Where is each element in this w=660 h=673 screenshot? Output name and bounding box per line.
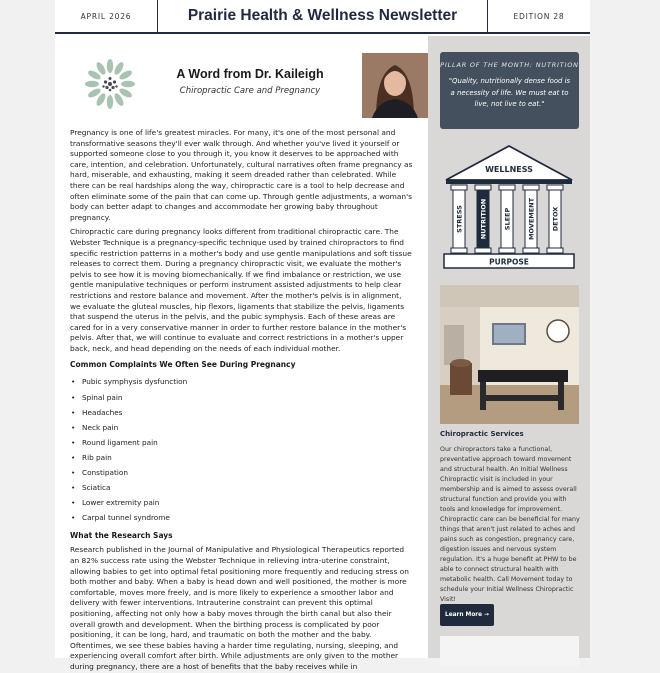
pillar-detox <box>547 185 563 253</box>
complaints-list <box>80 374 413 525</box>
pillar-label: SLEEP <box>503 207 512 231</box>
services-heading: Chiropractic Services <box>440 430 524 438</box>
pillar-label: STRESS <box>455 205 464 233</box>
newsletter-title: Prairie Health & Wellness Newsletter <box>157 0 488 32</box>
article-column <box>55 36 428 671</box>
wellness-temple-diagram <box>440 144 578 270</box>
webster-paragraph: Chiropractic care during pregnancy looks different from traditional chiropractic care. The Webster Technique is a pregnancy-specific technique used by trained chiropractors to find specific restriction patterns in a mother's body and use gentle manipulations and soft tissue releases to correct them. During a pregnancy chiropractic visit, we evaluate the mother's pelvis to see how it is moving biomechanically. If we find imbalance or restriction, we use gentle manipulative techniques or perform instrument assisted adjustments to help clear restrictions and restore balance and movement. After the mother's pelvis is in alignment, we evaluate the gluteal muscles, hip flexors, ligaments that stabilize the pelvis, ligaments that suspend the uterus in the pelvis, and the pubic symphysis. Each of these areas are cared for in a very conservative manner in order to further restore balance in the mother's pelvis. After that, we will continue to evaluate and correct restrictions in a mother's upper back, neck, and head depending on the needs of each individual mother. <box>70 227 412 353</box>
research-heading: What the Research Says <box>70 531 173 541</box>
list-item: • Lower extremity pain <box>80 495 413 510</box>
article-subtitle: Chiropractic Care and Pregnancy <box>179 86 321 96</box>
pillar-movement <box>523 185 539 253</box>
list-item: • Constipation <box>80 465 413 480</box>
list-item: • Round ligament pain <box>80 435 413 450</box>
pillar-stress <box>451 185 467 253</box>
masthead <box>55 0 590 34</box>
list-item: • Carpal tunnel syndrome <box>80 510 413 525</box>
pillar-label: MOVEMENT <box>527 197 536 241</box>
list-item: • Sciatica <box>80 480 413 495</box>
pillar-sleep <box>499 185 515 253</box>
pillar-label: DETOX <box>551 206 560 232</box>
list-item: • Headaches <box>80 405 413 420</box>
list-item: • Spinal pain <box>80 390 413 405</box>
list-item: • Pubic symphysis dysfunction <box>80 374 413 389</box>
pillar-nutrition <box>475 185 491 253</box>
services-text: Our chiropractors take a functional, preventative approach toward movement and structural health. An Initial Wellness Chiropractic visit is included in your membership and is aimed to assess overall structural function and provide you with tools and knowledge for improvement. Chiropractic care can be beneficial for many things that aren't just related to aches and pains such as congestion, pregnancy care, digestion issues and nervous system regulation. It's a huge benefit at PHW to be able to connect structural health with metabolic health. Call Movement today to schedule your Initial Wellness Chiropractic Visit! <box>440 446 580 603</box>
doctor-portrait <box>362 53 428 118</box>
product-image <box>440 636 579 666</box>
pillar-quote: "Quality, nutritionally dense food is a necessity of life. We must eat to live, not live to eat." <box>448 77 571 108</box>
temple-roof-label: WELLNESS <box>485 165 533 174</box>
pillar-label: NUTRITION <box>479 198 488 240</box>
complaints-heading: Common Complaints We Often See During Pregnancy <box>70 360 296 370</box>
temple-base-label: PURPOSE <box>489 257 529 267</box>
list-item: • Rib pain <box>80 450 413 465</box>
issue-date: APRIL 2026 <box>80 11 132 21</box>
pillar-label: PILLAR OF THE MONTH: NUTRITION <box>440 61 579 69</box>
list-item: • Neck pain <box>80 420 413 435</box>
sidebar <box>428 36 590 658</box>
flower-logo-icon <box>84 58 136 110</box>
article-body <box>70 128 413 673</box>
treatment-room-photo <box>440 285 579 424</box>
learn-more-button[interactable]: Learn More → <box>440 604 494 626</box>
article-header <box>70 36 413 128</box>
edition-number: EDITION 28 <box>513 11 565 21</box>
article-title: A Word from Dr. Kaileigh <box>176 67 324 81</box>
research-paragraph: Research published in the Journal of Manipulative and Physiological Therapeutics reported an 82% success rate using the Webster Technique in relieving intra-uterine constraint, allowing babies to get into optimal fetal positioning more frequently and reducing stress on both mother and baby. When a baby is head down and well positioned, the mother is more comfortable, moves more freely, and is more likely to experience a smoother labor and delivery with fewer interventions. Intrauterine constraint can prevent this optimal positioning, affecting not only how a baby moves through the birth canal but also their overall growth and development. When the birthing process is complicated by poor positioning, it can be long, hard, and traumatic on both the mother and the baby. Oftentimes, we see these babies having a harder time regulating, nursing, sleeping, and experiencing overall comfort after birth. While adjustments are only given to the mother during pregnancy, there are a host of benefits that the baby receives while in <box>70 545 409 671</box>
pillar-of-month-card <box>440 52 579 129</box>
newsletter-page <box>55 0 590 671</box>
intro-paragraph: Pregnancy is one of life's greatest miracles. For many, it's one of the most personal and transformative seasons they'll ever walk through. And whether you've lived it yourself or supported someone close to you through it, you know it deserves to be approached with care, intention, and celebration. Unfortunately, cultural narratives often frame pregnancy as hard, miserable, and exhausting, making it seem dreaded rather than celebrated. While there can be real hardships along the way, chiropractic care is a tool to help decrease and often eliminate some of the pain that can come up. Through gentle adjustments, a woman's body can better adapt to changes and accommodate her growing baby throughout pregnancy. <box>70 128 413 222</box>
